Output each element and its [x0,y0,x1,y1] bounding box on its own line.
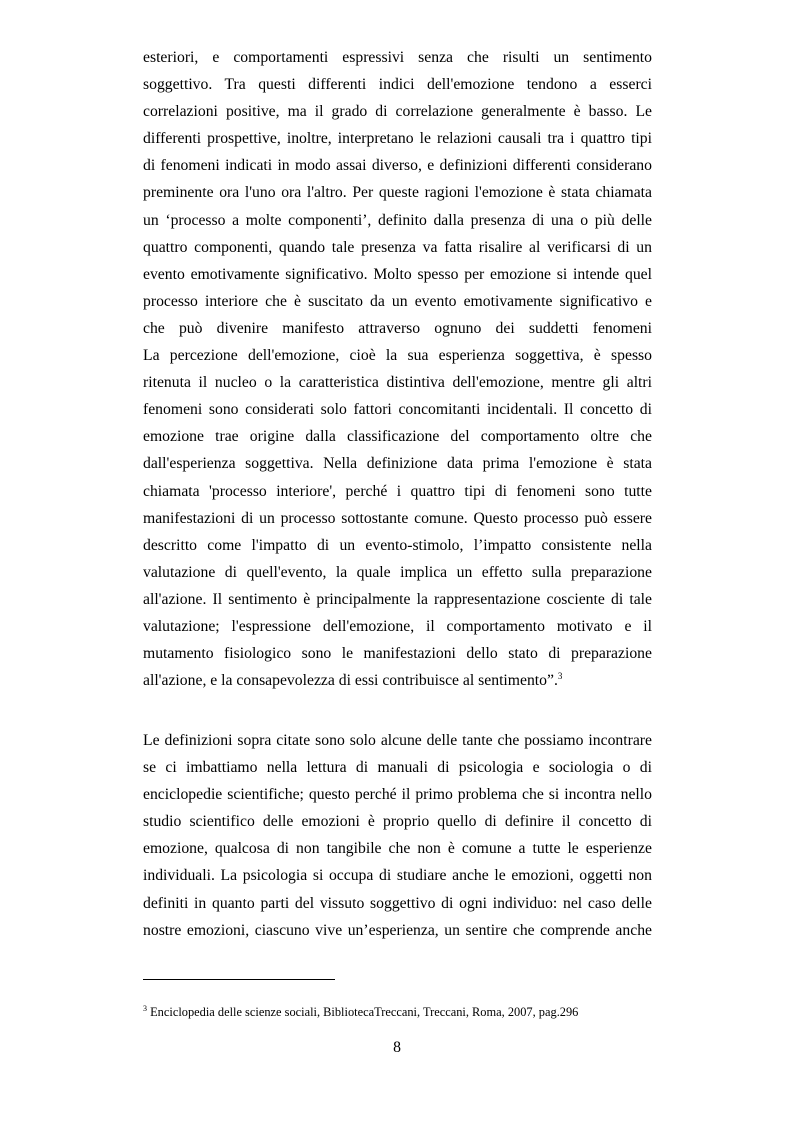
text-line: preminente ora l'uno ora l'altro. Per queste ragioni l'emozione è stata chiamata [143,184,652,202]
text-line: un ‘processo a molte componenti’, definito dalla presenza di una o più delle [143,211,652,229]
footnote-reference[interactable]: 3 [557,671,563,682]
text-line: valutazione di quell'evento, la quale implica un effetto sulla preparazione [143,563,652,581]
text-line: Le definizioni sopra citate sono solo alcune delle tante che possiamo incontrare [143,732,652,749]
text-line: ritenuta il nucleo o la caratteristica distintiva dell'emozione, mentre gli altri [143,374,652,392]
text-line: se ci imbattiamo nella lettura di manuali di psicologia e sociologia o di [143,759,652,777]
text-line: mutamento fisiologico sono le manifestazioni dello stato di preparazione [143,645,652,663]
text-line: dall'esperienza soggettiva. Nella definizione data prima l'emozione è stata [143,455,652,473]
footnote-separator [143,979,335,980]
text-line: individuali. La psicologia si occupa di studiare anche le emozioni, oggetti non [143,867,652,885]
footnote-text: Enciclopedia delle scienze sociali, BibliotecaTreccani, Treccani, Roma, 2007, pag.296 [150,1005,579,1019]
text-line: manifestazioni di un processo sottostante comune. Questo processo può essere [143,509,652,527]
text-line: enciclopedie scientifiche; questo perché il primo problema che si incontra nello [143,786,652,804]
text-line: evento emotivamente significativo. Molto spesso per emozione si intende quel [143,265,652,283]
text-line: fenomeni sono considerati solo fattori concomitanti incidentali. Il concetto di [143,401,652,419]
final-line-text: all'azione, e la consapevolezza di essi contribuisce al sentimento”. [143,672,558,690]
body-paragraph-1 [143,44,652,694]
text-line: nostre emozioni, ciascuno vive un’esperienza, un sentire che comprende anche [143,921,652,939]
text-line: emozione trae origine dalla classificazione del comportamento oltre che [143,428,652,446]
text-line: differenti prospettive, inoltre, interpretano le relazioni causali tra i quattro tipi [143,130,652,148]
text-line: quattro componenti, quando tale presenza va fatta risalire al verificarsi di un [143,238,652,256]
text-line: che può divenire manifesto attraverso ognuno dei suddetti fenomeni [143,319,652,337]
text-line: esteriori, e comportamenti espressivi senza che risulti un sentimento [143,49,652,66]
text-line: processo interiore che è suscitato da un evento emotivamente significativo e [143,292,652,310]
text-line: La percezione dell'emozione, cioè la sua esperienza soggettiva, è spesso [143,347,652,365]
text-line: descritto come l'impatto di un evento-stimolo, l’impatto consistente nella [143,536,652,554]
text-line: correlazioni positive, ma il grado di correlazione generalmente è basso. Le [143,103,652,121]
text-line: definiti in quanto parti del vissuto soggettivo di ogni individuo: nel caso delle [143,894,652,912]
text-line: studio scientifico delle emozioni è proprio quello di definire il concetto di [143,813,652,831]
text-line: emozione, qualcosa di non tangibile che non è comune a tutte le esperienze [143,840,652,858]
body-paragraph-2 [143,727,652,944]
page-number: 8 [393,1039,401,1056]
text-line: chiamata 'processo interiore', perché i quattro tipi di fenomeni sono tutte [143,482,652,500]
footnote-number: 3 [143,1004,147,1013]
text-line: di fenomeni indicati in modo assai diverso, e definizioni differenti considerano [143,157,652,175]
text-line: soggettivo. Tra questi differenti indici dell'emozione tendono a esserci [143,76,652,94]
text-line-final [143,667,652,694]
text-line: all'azione. Il sentimento è principalmente la rappresentazione cosciente di tale [143,590,652,608]
text-line: valutazione; l'espressione dell'emozione, il comportamento motivato e il [143,617,652,635]
footnote [143,1004,703,1020]
